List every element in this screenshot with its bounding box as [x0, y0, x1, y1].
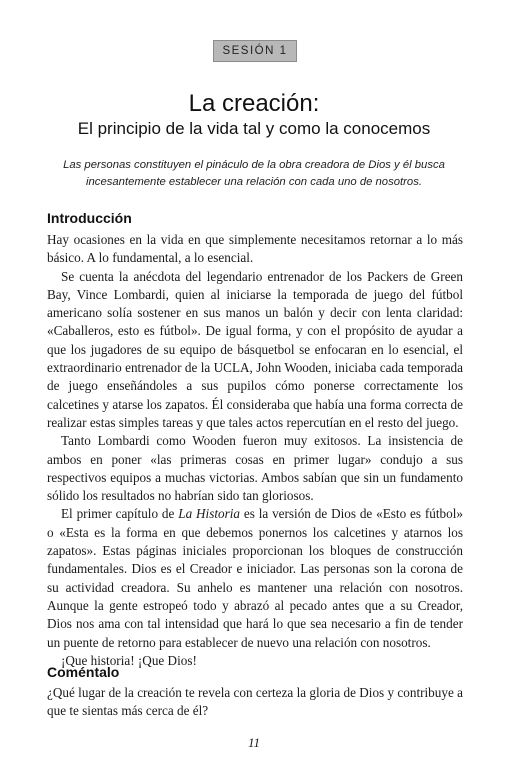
- epigraph: Las personas constituyen el pináculo de la obra creadora de Dios y él busca incesantemente establecer una relación con cada uno de nosotros.: [63, 159, 445, 188]
- intro-paragraph: [47, 505, 463, 651]
- intro-paragraph: ¡Que historia! ¡Que Dios!: [61, 652, 197, 668]
- intro-paragraph: Se cuenta la anécdota del legendario entrenador de los Packers de Green Bay, Vince Lombardi, quien al iniciarse la temporada de juego del fútbol americano solía sostener en sus manos un balón y decir con lenta claridad: «Caballeros, esto es fútbol». De igual forma, y con el propósito de ayudar a que los jugadores de su equipo de básquetbol se enfocaran en lo esencial, el extraordinario entrenador de la UCLA, John Wooden, iniciaba cada temporada de juego enseñándoles a sus pupilos cómo ponerse correctamente los calcetines y atarse los zapatos. Él consideraba que había una forma correcta de realizar estas simples tareas y que tales actos repercutían en el resto del juego.: [47, 268, 463, 430]
- discuss-heading: Coméntalo: [47, 664, 120, 680]
- para4-text: El primer capítulo de: [61, 506, 179, 522]
- chapter-title: La creación:: [188, 90, 320, 117]
- page-number: 11: [247, 735, 261, 750]
- book-title: La Historia: [178, 506, 240, 522]
- discuss-question-text: ¿Qué lugar de la creación te revela con certeza la gloria de Dios y contribuye a que te sientas más cerca de él?: [47, 685, 463, 719]
- discuss-question: [47, 684, 463, 721]
- session-label: SESIÓN 1: [213, 40, 297, 62]
- chapter-subtitle: El principio de la vida tal y como la conocemos: [77, 119, 431, 138]
- intro-heading: Introducción: [47, 210, 132, 226]
- intro-body: [47, 231, 463, 670]
- intro-paragraph: Hay ocasiones en la vida en que simplemente necesitamos retornar a lo más básico. A lo fundamental, a lo esencial.: [47, 232, 463, 266]
- para4-text: es la versión de Dios de «Esto es fútbol» o «Esta es la forma en que debemos ponernos los calcetines y atarnos los zapatos». Estas páginas iniciales proporcionan los bloques de construcción fundamentales. Dios es el Creador e iniciador. Las personas son la corona de su actividad creadora. Su anhelo es mantener una relación con nosotros. Aunque la gente estropeó todo y abrazó al pecado antes que a su Creador, Dios nos ama con tal intensidad que hará lo que sea necesario a fin de tender un puente de retorno para establecer de nuevo una relación con nosotros.: [47, 506, 463, 650]
- intro-paragraph: Tanto Lombardi como Wooden fueron muy exitosos. La insistencia de ambos en poner «las primeras cosas en primer lugar» condujo a sus respectivos equipos a muchas victorias. Ambos sabían que sin un fundamento sólido los resultados no habrían sido tan gloriosos.: [47, 433, 463, 504]
